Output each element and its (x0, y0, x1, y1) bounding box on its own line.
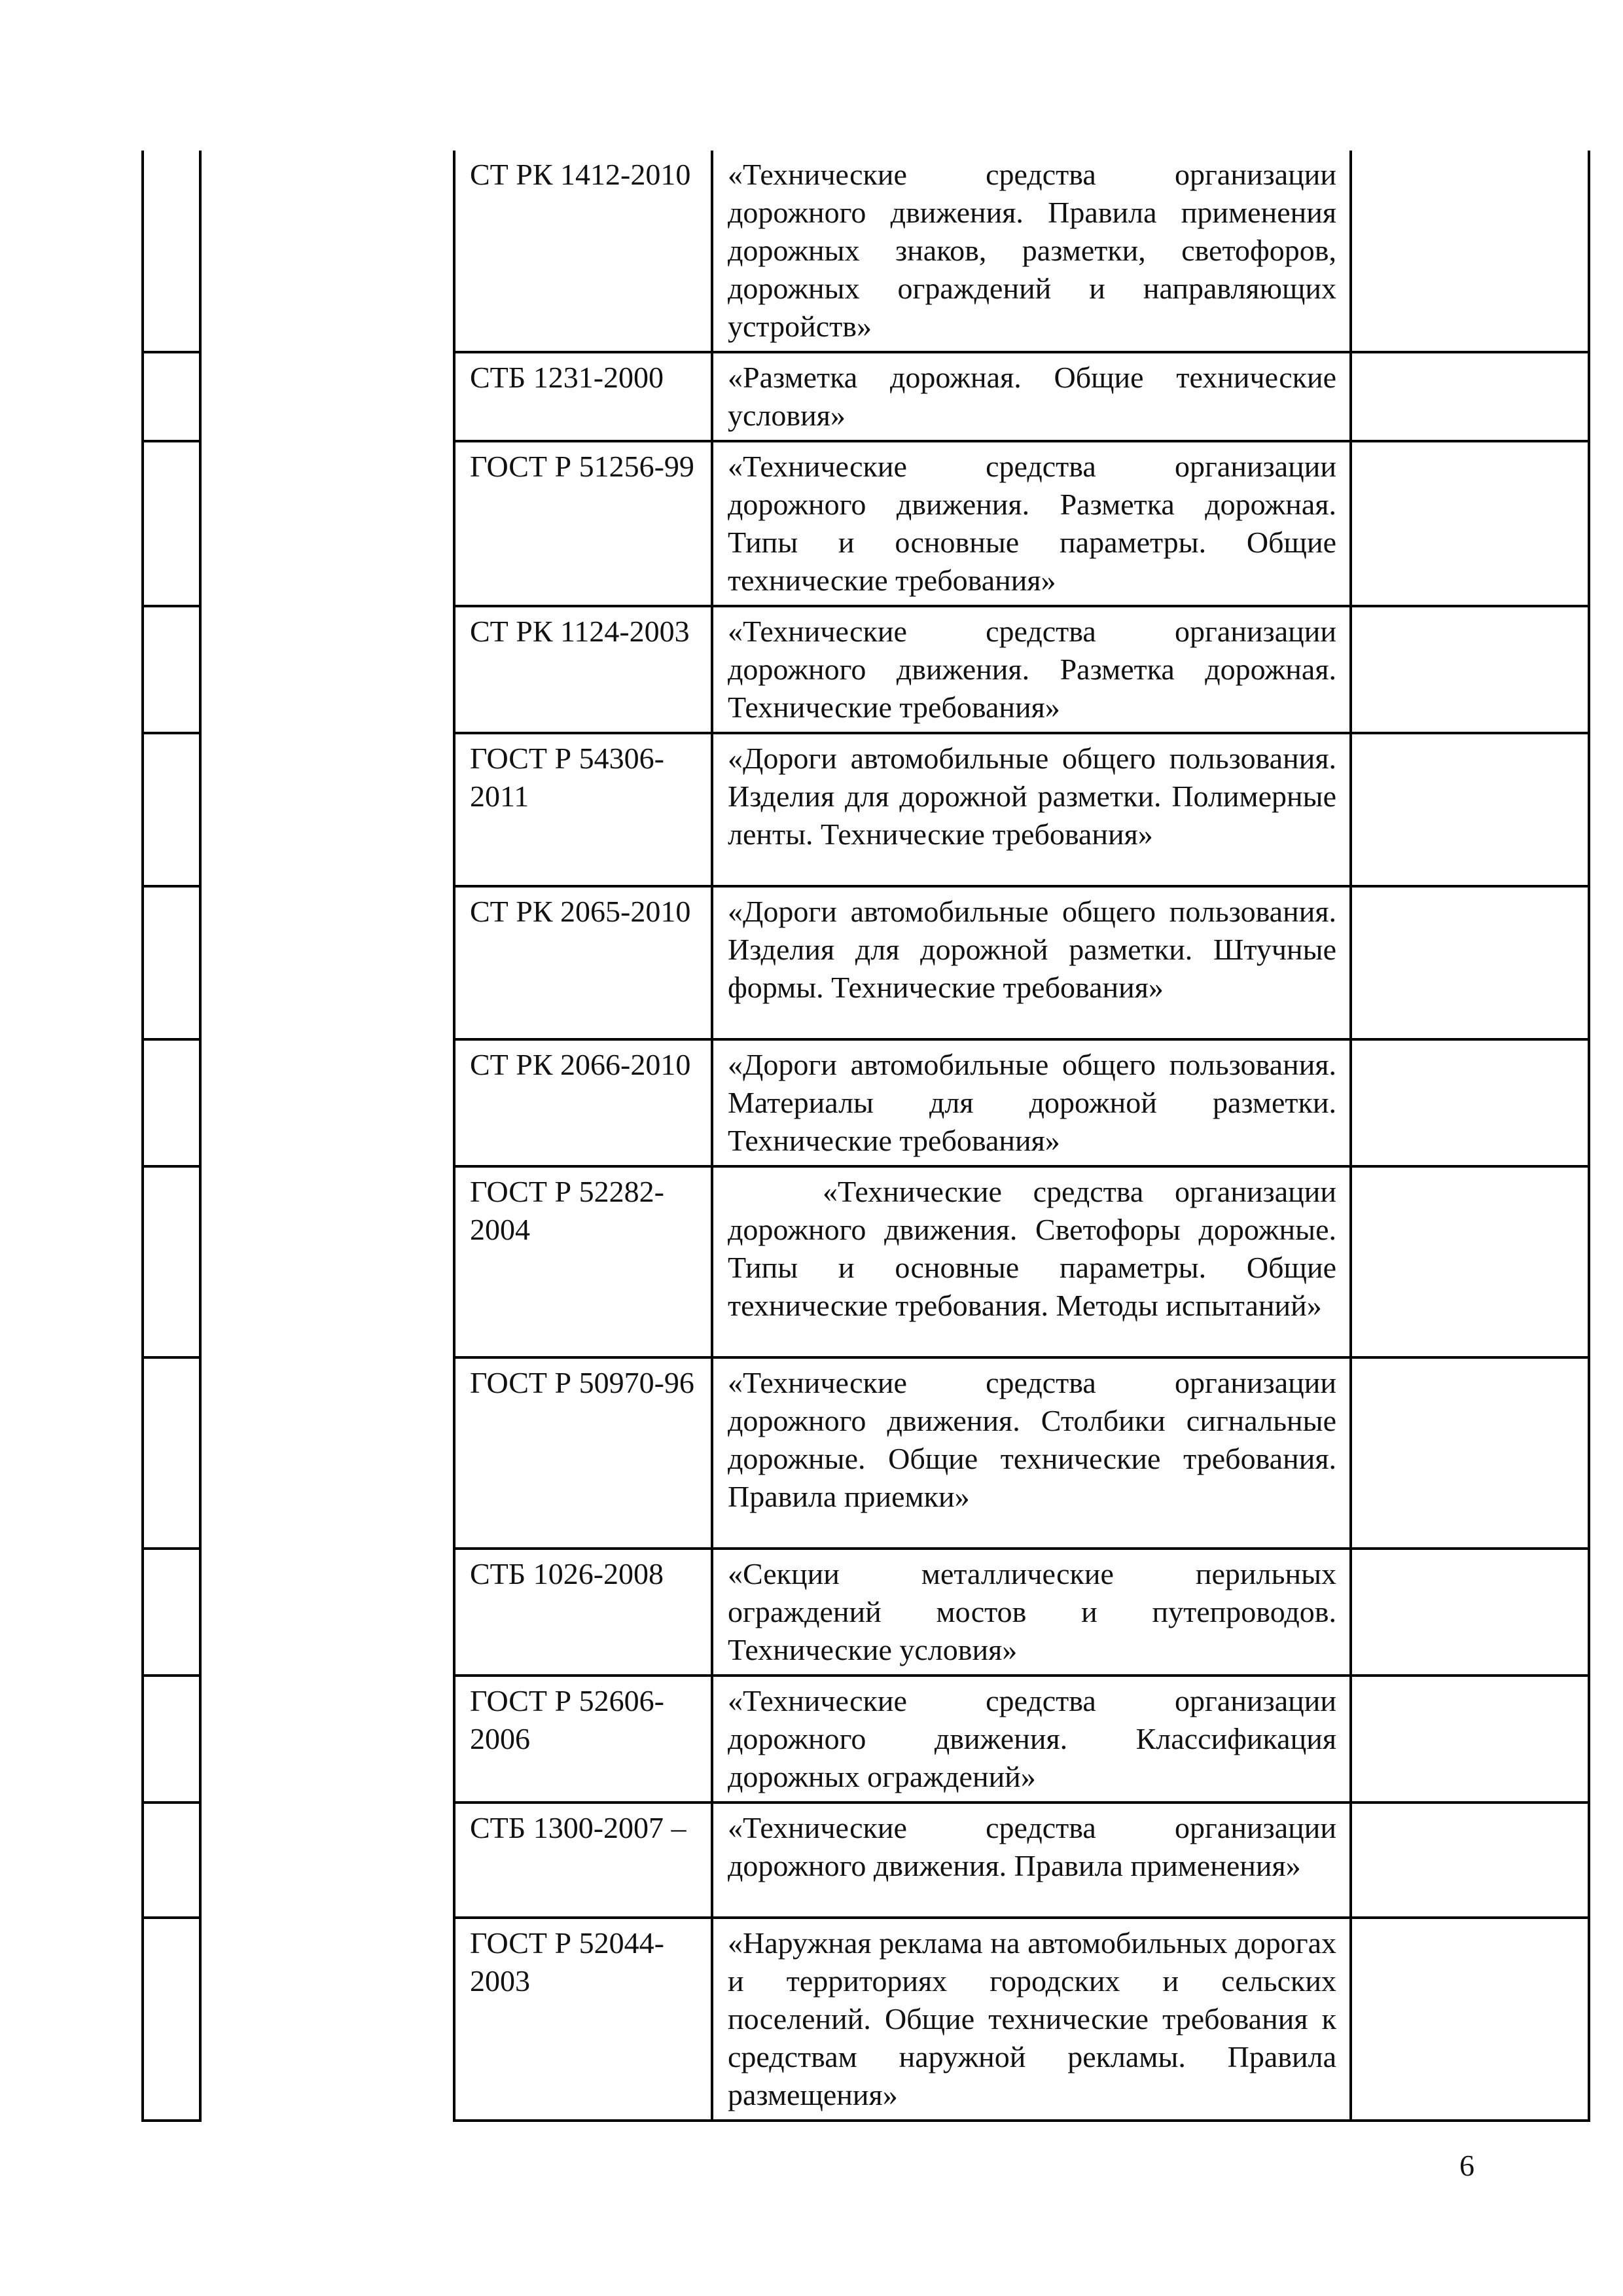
table-row (143, 1918, 1589, 2121)
row-number-cell (143, 352, 200, 441)
note-cell (1351, 1039, 1589, 1166)
blank-cell (200, 1039, 454, 1166)
standard-code: ГОСТ Р 51256-99 (454, 441, 712, 606)
table-row (143, 1676, 1589, 1803)
note-cell (1351, 441, 1589, 606)
note-cell (1351, 1676, 1589, 1803)
standards-table (141, 151, 1590, 2122)
note-cell (1351, 1549, 1589, 1676)
standard-title: «Дороги автомобильные общего пользования. Материалы для дорожной разметки. Технические требования» (712, 1039, 1351, 1166)
blank-cell (200, 606, 454, 733)
blank-cell (200, 1166, 454, 1357)
table-row (143, 352, 1589, 441)
blank-cell (200, 1357, 454, 1549)
row-number-cell (143, 733, 200, 886)
row-number-cell (143, 1918, 200, 2121)
table-row (143, 606, 1589, 733)
note-cell (1351, 733, 1589, 886)
blank-cell (200, 733, 454, 886)
table-row (143, 1803, 1589, 1918)
blank-cell (200, 886, 454, 1039)
row-number-cell (143, 1549, 200, 1676)
standard-code: ГОСТ Р 52044-2003 (454, 1918, 712, 2121)
note-cell (1351, 606, 1589, 733)
standard-title: «Технические средства организации дорожного движения. Разметка дорожная. Типы и основные параметры. Общие технические требования» (712, 441, 1351, 606)
standard-code: СТБ 1231-2000 (454, 352, 712, 441)
page-number: 6 (1459, 2149, 1474, 2182)
standard-code: ГОСТ Р 54306-2011 (454, 733, 712, 886)
note-cell (1351, 1357, 1589, 1549)
note-cell (1351, 1918, 1589, 2121)
table-row (143, 1357, 1589, 1549)
table-row (143, 1549, 1589, 1676)
standard-title: «Наружная реклама на автомобильных дорогах и территориях городских и сельских поселений. Общие технические требования к средствам наружной рекламы. Правила размещения» (712, 1918, 1351, 2121)
table-row (143, 733, 1589, 886)
standard-title: «Дороги автомобильные общего пользования. Изделия для дорожной разметки. Штучные формы. Технические требования» (712, 886, 1351, 1039)
row-number-cell (143, 1676, 200, 1803)
standard-code: СТ РК 1412-2010 (454, 151, 712, 352)
blank-cell (200, 352, 454, 441)
table-row (143, 1166, 1589, 1357)
table-row (143, 1039, 1589, 1166)
note-cell (1351, 1803, 1589, 1918)
note-cell (1351, 352, 1589, 441)
standard-title: «Технические средства организации дорожного движения. Столбики сигнальные дорожные. Общие технические требования. Правила приемки» (712, 1357, 1351, 1549)
row-number-cell (143, 886, 200, 1039)
note-cell (1351, 886, 1589, 1039)
standard-code: ГОСТ Р 50970-96 (454, 1357, 712, 1549)
standard-title: «Технические средства организации дорожного движения. Классификация дорожных ограждений» (712, 1676, 1351, 1803)
standard-title: «Технические средства организации дорожного движения. Светофоры дорожные. Типы и основные параметры. Общие технические требования. Методы испытаний» (712, 1166, 1351, 1357)
row-number-cell (143, 151, 200, 352)
standard-code: ГОСТ Р 52282-2004 (454, 1166, 712, 1357)
note-cell (1351, 151, 1589, 352)
standard-title: «Технические средства организации дорожного движения. Правила применения дорожных знаков, разметки, светофоров, дорожных ограждений и направляющих устройств» (712, 151, 1351, 352)
blank-cell (200, 441, 454, 606)
standard-code: СТ РК 1124-2003 (454, 606, 712, 733)
standard-code: СТБ 1300-2007 – (454, 1803, 712, 1918)
blank-cell (200, 1676, 454, 1803)
blank-cell (200, 151, 454, 352)
standard-title: «Разметка дорожная. Общие технические условия» (712, 352, 1351, 441)
row-number-cell (143, 1357, 200, 1549)
standard-title: «Секции металлические перильных ограждений мостов и путепроводов. Технические условия» (712, 1549, 1351, 1676)
blank-cell (200, 1918, 454, 2121)
table-row (143, 151, 1589, 352)
row-number-cell (143, 606, 200, 733)
standard-code: СТ РК 2065-2010 (454, 886, 712, 1039)
blank-cell (200, 1549, 454, 1676)
row-number-cell (143, 441, 200, 606)
standard-code: СТБ 1026-2008 (454, 1549, 712, 1676)
standard-title: «Технические средства организации дорожного движения. Правила применения» (712, 1803, 1351, 1918)
note-cell (1351, 1166, 1589, 1357)
standard-title: «Дороги автомобильные общего пользования. Изделия для дорожной разметки. Полимерные ленты. Технические требования» (712, 733, 1351, 886)
standard-code: ГОСТ Р 52606-2006 (454, 1676, 712, 1803)
standard-title: «Технические средства организации дорожного движения. Разметка дорожная. Технические требования» (712, 606, 1351, 733)
row-number-cell (143, 1166, 200, 1357)
row-number-cell (143, 1803, 200, 1918)
row-number-cell (143, 1039, 200, 1166)
blank-cell (200, 1803, 454, 1918)
standard-code: СТ РК 2066-2010 (454, 1039, 712, 1166)
table-row (143, 886, 1589, 1039)
table-row (143, 441, 1589, 606)
